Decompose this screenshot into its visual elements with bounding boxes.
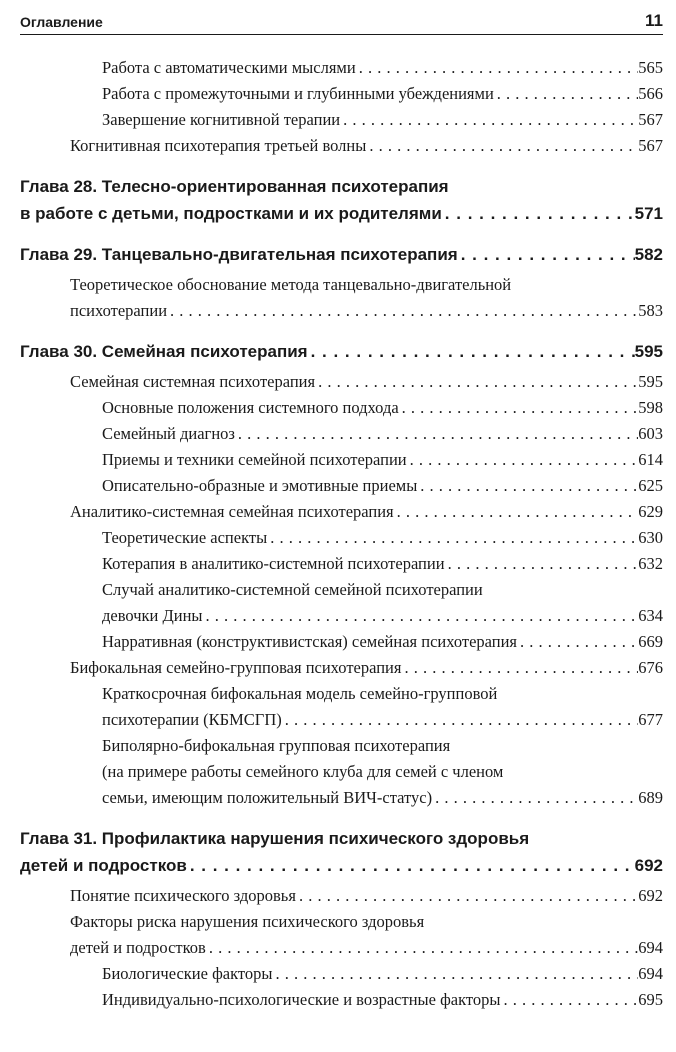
chapter-page: 692 — [634, 856, 663, 875]
chapter-title: Глава 29. Танцевально-двигательная психотерапия — [20, 245, 458, 264]
toc-entry-title: Бифокальная семейно-групповая психотерапия — [70, 658, 402, 677]
toc-entry-title-line: Биполярно-бифокальная групповая психотерапия — [102, 736, 451, 755]
toc-entry-title-line: психотерапии — [70, 301, 168, 320]
dot-leader — [517, 629, 638, 655]
toc-entry-title: Описательно-образные и эмотивные приемы — [102, 476, 418, 495]
page-number: 11 — [645, 11, 663, 30]
toc-entry[interactable] — [20, 421, 663, 447]
page-header — [20, 10, 663, 35]
toc-entry-page: 694 — [638, 964, 663, 983]
toc-entry-page: 625 — [638, 476, 663, 495]
dot-leader — [445, 551, 639, 577]
chapter-title-line: Глава 31. Профилактика нарушения психического здоровья — [20, 829, 530, 848]
dot-leader — [458, 241, 635, 268]
toc-entry[interactable] — [20, 395, 663, 421]
toc-entry[interactable] — [20, 272, 663, 324]
toc-entry-title: Индивидуально-психологические и возрастные факторы — [102, 990, 501, 1009]
table-of-contents — [20, 55, 663, 1013]
toc-entry[interactable] — [20, 577, 663, 629]
toc-entry-page: 567 — [638, 110, 663, 129]
toc-entry-page: 630 — [638, 528, 663, 547]
dot-leader — [187, 852, 635, 879]
toc-entry-title: Основные положения системного подхода — [102, 398, 399, 417]
chapter-28-heading[interactable] — [20, 173, 663, 227]
toc-entry-title: Биологические факторы — [102, 964, 273, 983]
toc-entry-title-line: девочки Дины — [102, 606, 203, 625]
toc-entry-page: 598 — [638, 398, 663, 417]
toc-entry[interactable] — [20, 55, 663, 81]
toc-entry-page: 595 — [638, 372, 663, 391]
toc-entry-title-line: психотерапии (КБМСГП) — [102, 710, 282, 729]
toc-entry-title-line: Теоретическое обоснование метода танцевально-двигательной — [70, 275, 512, 294]
toc-entry[interactable] — [20, 525, 663, 551]
chapter-29-heading[interactable] — [20, 241, 663, 268]
toc-entry-page: 614 — [638, 450, 663, 469]
chapter-page: 582 — [634, 245, 663, 264]
toc-entry-title: Аналитико-системная семейная психотерапия — [70, 502, 394, 521]
dot-leader — [417, 473, 638, 499]
toc-entry[interactable] — [20, 499, 663, 525]
toc-entry-page: 676 — [638, 658, 663, 677]
toc-entry[interactable] — [20, 369, 663, 395]
toc-entry[interactable] — [20, 133, 663, 159]
toc-entry-title: Семейная системная психотерапия — [70, 372, 316, 391]
dot-leader — [308, 338, 635, 365]
toc-entry[interactable] — [20, 733, 663, 811]
toc-entry-page: 632 — [638, 554, 663, 573]
toc-entry[interactable] — [20, 655, 663, 681]
chapter-page: 595 — [634, 342, 663, 361]
dot-leader — [394, 499, 639, 525]
toc-entry-title: Понятие психического здоровья — [70, 886, 296, 905]
dot-leader — [315, 369, 638, 395]
chapter-title: Глава 30. Семейная психотерапия — [20, 342, 308, 361]
toc-entry-page: 677 — [638, 710, 663, 729]
dot-leader — [167, 298, 638, 324]
toc-entry-title: Работа с промежуточными и глубинными убеждениями — [102, 84, 494, 103]
toc-entry[interactable] — [20, 909, 663, 961]
toc-entry[interactable] — [20, 961, 663, 987]
chapter-30-heading[interactable] — [20, 338, 663, 365]
dot-leader — [407, 447, 639, 473]
dot-leader — [203, 603, 639, 629]
toc-entry-title: Когнитивная психотерапия третьей волны — [70, 136, 367, 155]
toc-entry-title-line: Краткосрочная бифокальная модель семейно-групповой — [102, 684, 498, 703]
dot-leader — [282, 707, 639, 733]
running-header-title: Оглавление — [20, 14, 103, 30]
toc-entry-page: 567 — [638, 136, 663, 155]
toc-entry[interactable] — [20, 883, 663, 909]
dot-leader — [401, 655, 638, 681]
toc-entry-page: 629 — [638, 502, 663, 521]
toc-entry-title-line: Факторы риска нарушения психического здоровья — [70, 912, 425, 931]
dot-leader — [272, 961, 638, 987]
chapter-title-line: Глава 28. Телесно-ориентированная психотерапия — [20, 177, 449, 196]
toc-entry-page: 694 — [638, 938, 663, 957]
toc-entry-title: Завершение когнитивной терапии — [102, 110, 341, 129]
toc-entry-title: Работа с автоматическими мыслями — [102, 58, 356, 77]
toc-entry-title-line: семьи, имеющим положительный ВИЧ-статус) — [102, 788, 433, 807]
toc-entry-page: 695 — [638, 990, 663, 1009]
toc-entry-title-line: Случай аналитико-системной семейной психотерапии — [102, 580, 483, 599]
toc-entry-page: 692 — [638, 886, 663, 905]
toc-entry-title: Нарративная (конструктивистская) семейная психотерапия — [102, 632, 518, 651]
dot-leader — [500, 987, 638, 1013]
dot-leader — [296, 883, 638, 909]
dot-leader — [356, 55, 639, 81]
toc-entry-title-line: детей и подростков — [70, 938, 206, 957]
chapter-title-line: детей и подростков — [20, 856, 187, 875]
toc-entry[interactable] — [20, 681, 663, 733]
toc-entry[interactable] — [20, 81, 663, 107]
chapter-title-line: в работе с детьми, подростками и их родителями — [20, 204, 442, 223]
toc-entry-title: Приемы и техники семейной психотерапии — [102, 450, 407, 469]
toc-entry-title-line: (на примере работы семейного клуба для семей с членом — [102, 762, 504, 781]
toc-entry-page: 603 — [638, 424, 663, 443]
toc-entry-page: 566 — [638, 84, 663, 103]
dot-leader — [442, 200, 635, 227]
chapter-31-heading[interactable] — [20, 825, 663, 879]
toc-entry[interactable] — [20, 629, 663, 655]
toc-entry[interactable] — [20, 987, 663, 1013]
toc-entry-page: 565 — [638, 58, 663, 77]
toc-entry-title: Семейный диагноз — [102, 424, 235, 443]
toc-entry-title: Теоретические аспекты — [102, 528, 268, 547]
toc-entry-page: 669 — [638, 632, 663, 651]
toc-entry[interactable] — [20, 473, 663, 499]
toc-entry[interactable] — [20, 107, 663, 133]
dot-leader — [206, 935, 638, 961]
dot-leader — [399, 395, 639, 421]
toc-entry[interactable] — [20, 447, 663, 473]
dot-leader — [267, 525, 638, 551]
toc-entry-page: 583 — [638, 301, 663, 320]
toc-entry-page: 634 — [638, 606, 663, 625]
dot-leader — [494, 81, 638, 107]
chapter-page: 571 — [634, 204, 663, 223]
dot-leader — [366, 133, 638, 159]
dot-leader — [340, 107, 638, 133]
dot-leader — [432, 785, 638, 811]
dot-leader — [235, 421, 638, 447]
toc-entry-title: Котерапия в аналитико-системной психотерапии — [102, 554, 445, 573]
toc-entry-page: 689 — [638, 788, 663, 807]
toc-entry[interactable] — [20, 551, 663, 577]
